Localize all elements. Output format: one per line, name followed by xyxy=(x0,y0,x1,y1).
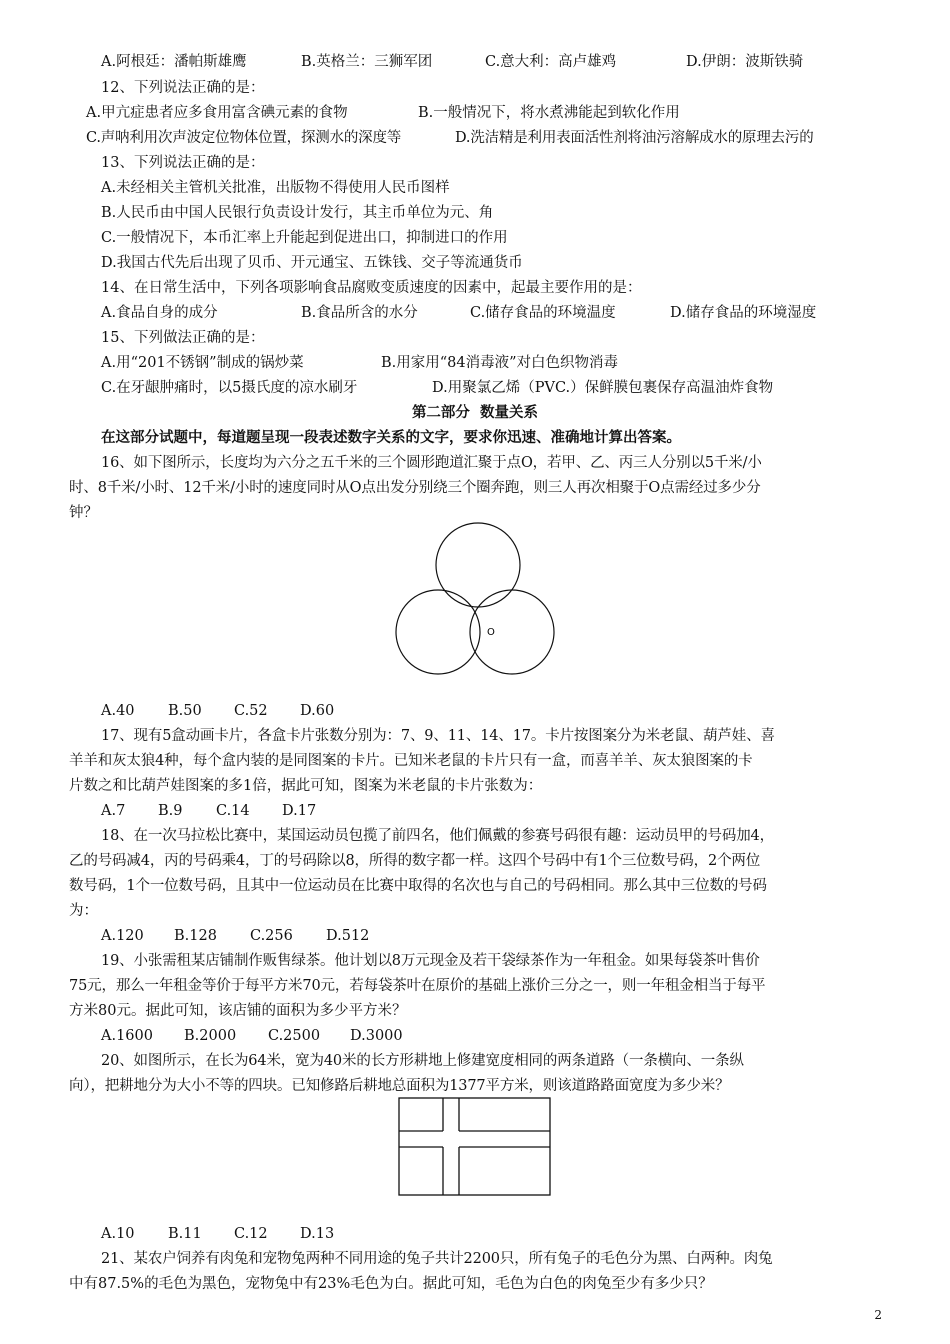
q12-option-c: C.声呐利用次声波定位物体位置，探测水的深度等 xyxy=(86,130,402,146)
q12-option-b: B.一般情况下，将水煮沸能起到软化作用 xyxy=(418,105,680,121)
q16-line-2: 时、8千米/小时、12千米/小时的速度同时从O点出发分别绕三个圈奔跑，则三人再次相聚于O点需经过多少分 xyxy=(69,480,761,496)
q13-option-b: B.人民币由中国人民银行负责设计发行，其主币单位为元、角 xyxy=(101,205,494,221)
q14-option-b: B.食品所含的水分 xyxy=(301,305,418,321)
q18-line-1: 18、在一次马拉松比赛中，某国运动员包揽了前四名，他们佩戴的参赛号码很有趣：运动员甲的号码加4， xyxy=(101,828,774,844)
q13-stem: 13、下列说法正确的是： xyxy=(101,155,265,171)
q17-option-b: B.9 xyxy=(158,803,183,819)
q12-option-d: D.洗洁精是利用表面活性剂将油污溶解成水的原理去污的 xyxy=(455,130,814,146)
q20-line-2: 向），把耕地分为大小不等的四块。已知修路后耕地总面积为1377平方米，则该道路路面宽度为多少米？ xyxy=(69,1078,730,1094)
q18-line-2: 乙的号码减4，丙的号码乘4，丁的号码除以8，所得的数字都一样。这四个号码中有1个三位数号码，2个两位 xyxy=(69,853,761,869)
q11-option-d: D.伊朗：波斯铁骑 xyxy=(686,54,804,70)
q19-line-3: 方米80元。据此可知，该店铺的面积为多少平方米？ xyxy=(69,1003,407,1019)
q15-stem: 15、下列做法正确的是： xyxy=(101,330,265,346)
section-intro: 在这部分试题中，每道题呈现一段表述数字关系的文字，要求你迅速、准确地计算出答案。 xyxy=(101,429,681,446)
q14-option-a: A.食品自身的成分 xyxy=(101,305,218,321)
q15-option-d: D.用聚氯乙烯（PVC.）保鲜膜包裹保存高温油炸食物 xyxy=(432,380,774,396)
q15-option-b: B.用家用“84消毒液”对白色织物消毒 xyxy=(381,355,619,371)
q14-option-c: C.储存食品的环境温度 xyxy=(470,305,616,321)
q13-option-c: C.一般情况下，本币汇率上升能起到促进出口，抑制进口的作用 xyxy=(101,230,508,246)
three-circles-diagram xyxy=(380,515,580,685)
page-number: 2 xyxy=(874,1308,882,1322)
circle-top xyxy=(436,523,520,607)
q18-option-c: C.256 xyxy=(250,928,293,944)
q15-option-c: C.在牙龈肿痛时，以5摄氏度的凉水刷牙 xyxy=(101,380,358,396)
circle-right xyxy=(470,590,554,674)
circle-left xyxy=(396,590,480,674)
q18-option-a: A.120 xyxy=(101,928,144,944)
field-roads-diagram xyxy=(398,1097,552,1197)
q19-option-a: A.1600 xyxy=(101,1028,153,1044)
q11-option-c: C.意大利：高卢雄鸡 xyxy=(485,54,617,70)
q19-option-b: B.2000 xyxy=(184,1028,237,1044)
q16-option-b: B.50 xyxy=(168,703,202,719)
q18-line-4: 为： xyxy=(69,903,98,919)
section-title: 第二部分 数量关系 xyxy=(411,404,539,421)
q18-option-d: D.512 xyxy=(326,928,370,944)
q14-stem: 14、在日常生活中，下列各项影响食品腐败变质速度的因素中，起最主要作用的是： xyxy=(101,280,642,296)
q17-option-a: A.7 xyxy=(101,803,126,819)
q20-option-d: D.13 xyxy=(300,1226,335,1242)
q19-option-c: C.2500 xyxy=(268,1028,321,1044)
q15-option-a: A.用“201不锈钢”制成的锅炒菜 xyxy=(101,355,304,371)
q17-line-2: 羊羊和灰太狼4种，每个盒内装的是同图案的卡片。已知米老鼠的卡片只有一盒，而喜羊羊、灰太狼图案的卡 xyxy=(69,753,753,769)
point-o-label: O xyxy=(487,627,495,638)
q18-line-3: 数号码，1个一位数号码，且其中一位运动员在比赛中取得的名次也与自己的号码相同。那么其中三位数的号码 xyxy=(69,878,767,894)
q11-option-b: B.英格兰：三狮军团 xyxy=(301,54,433,70)
q16-option-d: D.60 xyxy=(300,703,335,719)
q17-option-d: D.17 xyxy=(282,803,317,819)
q16-option-a: A.40 xyxy=(101,703,135,719)
q21-line-1: 21、某农户饲养有肉兔和宠物兔两种不同用途的兔子共计2200只，所有兔子的毛色分为黑、白两种。肉兔 xyxy=(101,1251,773,1267)
q20-option-a: A.10 xyxy=(101,1226,135,1242)
q12-stem: 12、下列说法正确的是： xyxy=(101,80,265,96)
q20-option-c: C.12 xyxy=(234,1226,268,1242)
q11-option-a: A.阿根廷：潘帕斯雄鹰 xyxy=(101,54,247,70)
q16-option-c: C.52 xyxy=(234,703,268,719)
q16-line-1: 16、如下图所示，长度均为六分之五千米的三个圆形跑道汇聚于点O，若甲、乙、丙三人分别以5千米/小 xyxy=(101,455,762,471)
q12-option-a: A.甲亢症患者应多食用富含碘元素的食物 xyxy=(86,105,348,121)
q19-line-2: 75元，那么一年租金等价于每平方米70元，若每袋茶叶在原价的基础上涨价三分之一，则一年租金相当于每平 xyxy=(69,978,766,994)
q14-option-d: D.储存食品的环境湿度 xyxy=(670,305,817,321)
q17-option-c: C.14 xyxy=(216,803,250,819)
q17-line-1: 17、现有5盒动画卡片，各盒卡片张数分别为：7、9、11、14、17。卡片按图案分为米老鼠、葫芦娃、喜 xyxy=(101,728,775,744)
q21-line-2: 中有87.5%的毛色为黑色，宠物兔中有23%毛色为白。据此可知，毛色为白色的肉兔至少有多少只？ xyxy=(69,1276,713,1292)
q16-line-3: 钟？ xyxy=(69,505,98,521)
q20-line-1: 20、如图所示，在长为64米，宽为40米的长方形耕地上修建宽度相同的两条道路（一条横向、一条纵 xyxy=(101,1053,744,1069)
q17-line-3: 片数之和比葫芦娃图案的多1倍，据此可知，图案为米老鼠的卡片张数为： xyxy=(69,778,543,794)
q13-option-a: A.未经相关主管机关批准，出版物不得使用人民币图样 xyxy=(101,180,450,196)
q13-option-d: D.我国古代先后出现了贝币、开元通宝、五铢钱、交子等流通货币 xyxy=(101,255,523,271)
q19-line-1: 19、小张需租某店铺制作贩售绿茶。他计划以8万元现金及若干袋绿茶作为一年租金。如果每袋茶叶售价 xyxy=(101,953,760,969)
q20-option-b: B.11 xyxy=(168,1226,202,1242)
q18-option-b: B.128 xyxy=(174,928,217,944)
q19-option-d: D.3000 xyxy=(350,1028,403,1044)
